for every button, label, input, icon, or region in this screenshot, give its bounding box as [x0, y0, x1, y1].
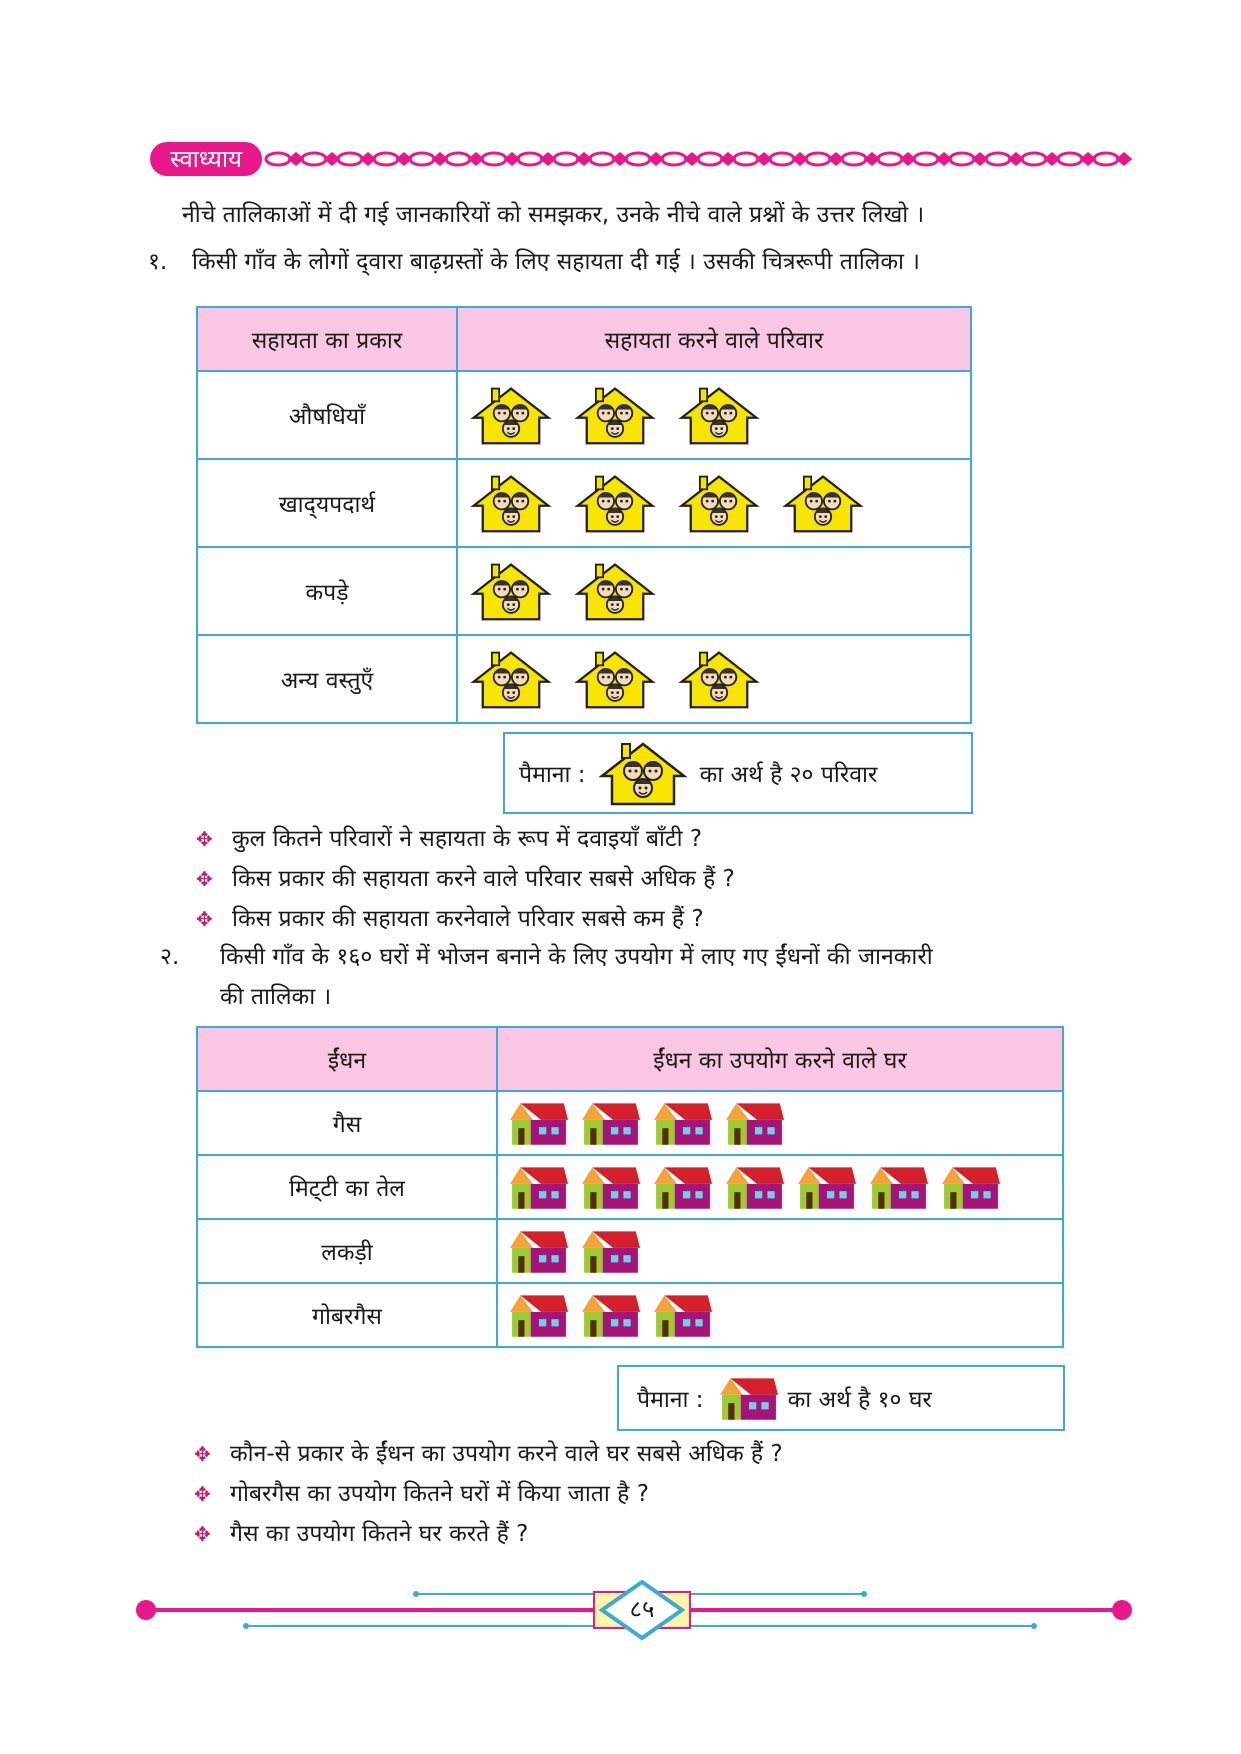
q2-title-line2: की तालिका ।: [220, 984, 332, 1010]
scale1-meaning: का अर्थ है २० परिवार: [699, 762, 878, 788]
red-roof-house-icon: [510, 1291, 568, 1339]
red-roof-house-icon: [720, 1374, 778, 1422]
family-house-icon: [470, 383, 552, 447]
red-roof-house-icon: [510, 1099, 568, 1147]
table1-row-label: अन्य वस्तुएँ: [197, 635, 457, 723]
q1-question: ✥ कुल कितने परिवारों ने सहायता के रूप में दवाइयाँ बाँटी ?: [196, 822, 702, 856]
q1-question: ✥ किस प्रकार की सहायता करनेवाले परिवार सबसे कम हैं ?: [196, 902, 704, 936]
scale2-label: पैमाना :: [637, 1387, 704, 1413]
table2-row-icons: [497, 1155, 1063, 1219]
four-point-star-icon: ✥: [196, 827, 213, 851]
family-house-icon: [678, 383, 760, 447]
page-number: ८५: [629, 1595, 655, 1623]
red-roof-house-icon: [582, 1163, 640, 1211]
family-house-icon: [470, 559, 552, 623]
red-roof-house-icon: [654, 1291, 712, 1339]
section-badge: स्वाध्याय: [150, 142, 262, 176]
red-roof-house-icon: [654, 1099, 712, 1147]
family-house-icon: [574, 647, 656, 711]
red-roof-house-icon: [582, 1099, 640, 1147]
family-house-icon: [678, 471, 760, 535]
red-roof-house-icon: [870, 1163, 928, 1211]
red-roof-house-icon: [510, 1163, 568, 1211]
red-roof-house-icon: [942, 1163, 1000, 1211]
scale1-label: पैमाना :: [519, 762, 586, 788]
table2-row-icons: [497, 1219, 1063, 1283]
table1-row-icons: [457, 547, 971, 635]
family-house-icon: [574, 471, 656, 535]
q1-title: किसी गाँव के लोगों द्‌वारा बाढ़ग्रस्तों के लिए सहायता दी गई । उसकी चित्ररूपी तालिका ।: [192, 249, 921, 275]
family-house-icon: [598, 738, 688, 808]
q2-question: ✥ कौन-से प्रकार के ईंधन का उपयोग करने वाले घर सबसे अधिक हैं ?: [194, 1437, 783, 1471]
red-roof-house-icon: [582, 1291, 640, 1339]
red-roof-house-icon: [726, 1099, 784, 1147]
table2-col2-header: ईंधन का उपयोग करने वाले घर: [497, 1027, 1063, 1091]
four-point-star-icon: ✥: [194, 1442, 211, 1466]
red-roof-house-icon: [726, 1163, 784, 1211]
q1-question: ✥ किस प्रकार की सहायता करने वाले परिवार सबसे अधिक हैं ?: [196, 862, 735, 896]
table2-scale-box: [617, 1365, 1065, 1431]
table2-row-label: गोबरगैस: [197, 1283, 497, 1347]
four-point-star-icon: ✥: [194, 1522, 211, 1546]
table2-row-icons: [497, 1283, 1063, 1347]
family-house-icon: [574, 383, 656, 447]
table2-col1-header: ईंधन: [197, 1027, 497, 1091]
table1-row-label: खाद्‌यपदार्थ: [197, 459, 457, 547]
table1-row-icons: [457, 459, 971, 547]
table1-row-icons: [457, 371, 971, 459]
table1-row-label: औषधियाँ: [197, 371, 457, 459]
red-roof-house-icon: [654, 1163, 712, 1211]
q2-question: ✥ गैस का उपयोग कितने घर करते हैं ?: [194, 1517, 528, 1551]
table1-row-label: कपड़े: [197, 547, 457, 635]
q1-number: १.: [148, 249, 168, 275]
family-house-icon: [782, 471, 864, 535]
q2-number: २.: [160, 944, 180, 970]
table2-row-icons: [497, 1091, 1063, 1155]
table1-scale-box: [503, 732, 973, 814]
four-point-star-icon: ✥: [194, 1482, 211, 1506]
scale2-meaning: का अर्थ है १० घर: [787, 1387, 932, 1413]
table1-col2-header: सहायता करने वाले परिवार: [457, 307, 971, 371]
table1-row-icons: [457, 635, 971, 723]
q2-question: ✥ गोबरगैस का उपयोग कितने घरों में किया जाता है ?: [194, 1477, 649, 1511]
four-point-star-icon: ✥: [196, 867, 213, 891]
table2-row-label: गैस: [197, 1091, 497, 1155]
table1-col1-header: सहायता का प्रकार: [197, 307, 457, 371]
table2-row-label: मिट्‌टी का तेल: [197, 1155, 497, 1219]
red-roof-house-icon: [582, 1227, 640, 1275]
fuel-pictograph-table: [196, 1026, 1064, 1348]
help-pictograph-table: [196, 306, 972, 724]
red-roof-house-icon: [798, 1163, 856, 1211]
q2-title-line1: किसी गाँव के १६० घरों में भोजन बनाने के लिए उपयोग में लाए गए ईंधनों की जानकारी: [220, 944, 933, 970]
family-house-icon: [470, 647, 552, 711]
intro-instruction: नीचे तालिकाओं में दी गई जानकारियों को समझकर, उनके नीचे वाले प्रश्नों के उत्तर लिखो ।: [182, 202, 925, 228]
family-house-icon: [574, 559, 656, 623]
red-roof-house-icon: [510, 1227, 568, 1275]
four-point-star-icon: ✥: [196, 907, 213, 931]
decorative-chain-border: [264, 147, 1148, 171]
family-house-icon: [470, 471, 552, 535]
family-house-icon: [678, 647, 760, 711]
table2-row-label: लकड़ी: [197, 1219, 497, 1283]
